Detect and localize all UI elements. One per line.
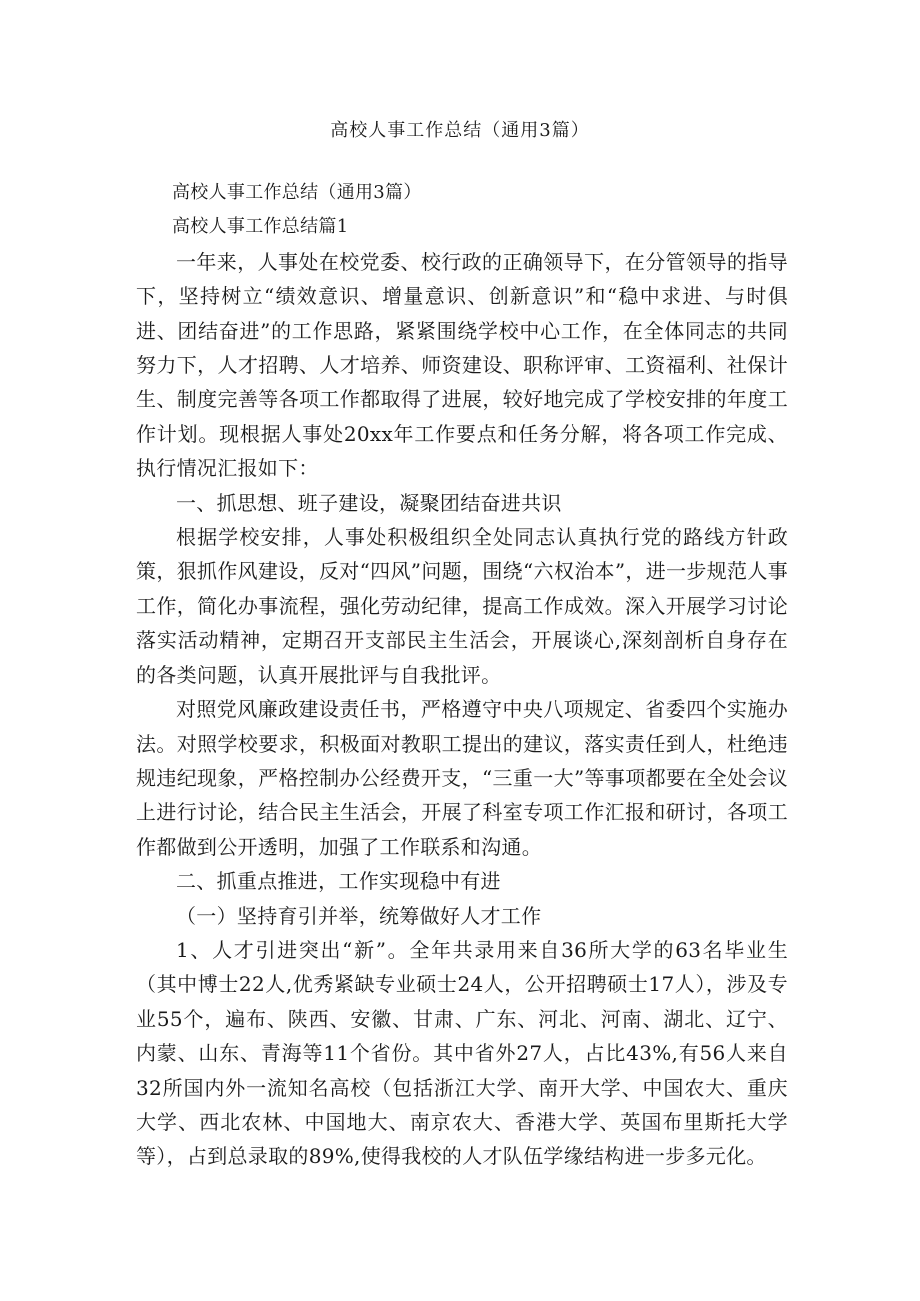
body-paragraph: 1、人才引进突出“新”。全年共录用来自36所大学的63名毕业生（其中博士22人,优秀紧缺专业硕士24人，公开招聘硕士17人），涉及专业55个，遍布、陕西、安徽、甘肃、广东、河北、河南、湖北、辽宁、内蒙、山东、青海等11个省份。其中省外27人，占比43%,有56人来自32所国内外一流知名高校（包括浙江大学、南开大学、中国农大、重庆大学、西北农林、中国地大、南京农大、香港大学、英国布里斯托大学等），占到总录取的89%,使得我校的人才队伍学缘结构进一步多元化。 (136, 937, 788, 1169)
body-paragraph: 一年来，人事处在校党委、校行政的正确领导下，在分管领导的指导下，坚持树立“绩效意识、增量意识、创新意识”和“稳中求进、与时俱进、团结奋进”的工作思路，紧紧围绕学校中心工作，在全体同志的共同努力下，人才招聘、人才培养、师资建设、职称评审、工资福利、社保计生、制度完善等各项工作都取得了进展，较好地完成了学校安排的年度工作计划。现根据人事处20xx年工作要点和任务分解，将各项工作完成、执行情况汇报如下： (136, 249, 788, 481)
document-title: 高校人事工作总结（通用3篇） (330, 120, 590, 141)
body-paragraph: 对照党风廉政建设责任书，严格遵守中央八项规定、省委四个实施办法。对照学校要求，积极面对教职工提出的建议，落实责任到人，杜绝违规违纪现象，严格控制办公经费开支，“三重一大”等事项都要在全处会议上进行讨论，结合民主生活会，开展了科室专项工作汇报和研讨，各项工作都做到公开透明，加强了工作联系和沟通。 (136, 697, 788, 859)
subheading-paragraph: （一）坚持育引并举，统筹做好人才工作 (176, 903, 542, 928)
heading-paragraph: 一、抓思想、班子建设，凝聚团结奋进共识 (176, 490, 562, 515)
document-body (136, 176, 788, 1174)
section-title-paragraph: 高校人事工作总结篇1 (172, 216, 349, 238)
body-paragraph: 根据学校安排，人事处积极组织全处同志认真执行党的路线方针政策，狠抓作风建设，反对“四风”问题，围绕“六权治本”，进一步规范人事工作，简化办事流程，强化劳动纪律，提高工作成效。深入开展学习讨论落实活动精神，定期召开支部民主生活会，开展谈心,深刻剖析自身存在的各类问题，认真开展批评与自我批评。 (136, 525, 788, 687)
heading-paragraph: 二、抓重点推进，工作实现稳中有进 (176, 869, 501, 894)
subtitle-paragraph: 高校人事工作总结（通用3篇） (172, 182, 422, 203)
